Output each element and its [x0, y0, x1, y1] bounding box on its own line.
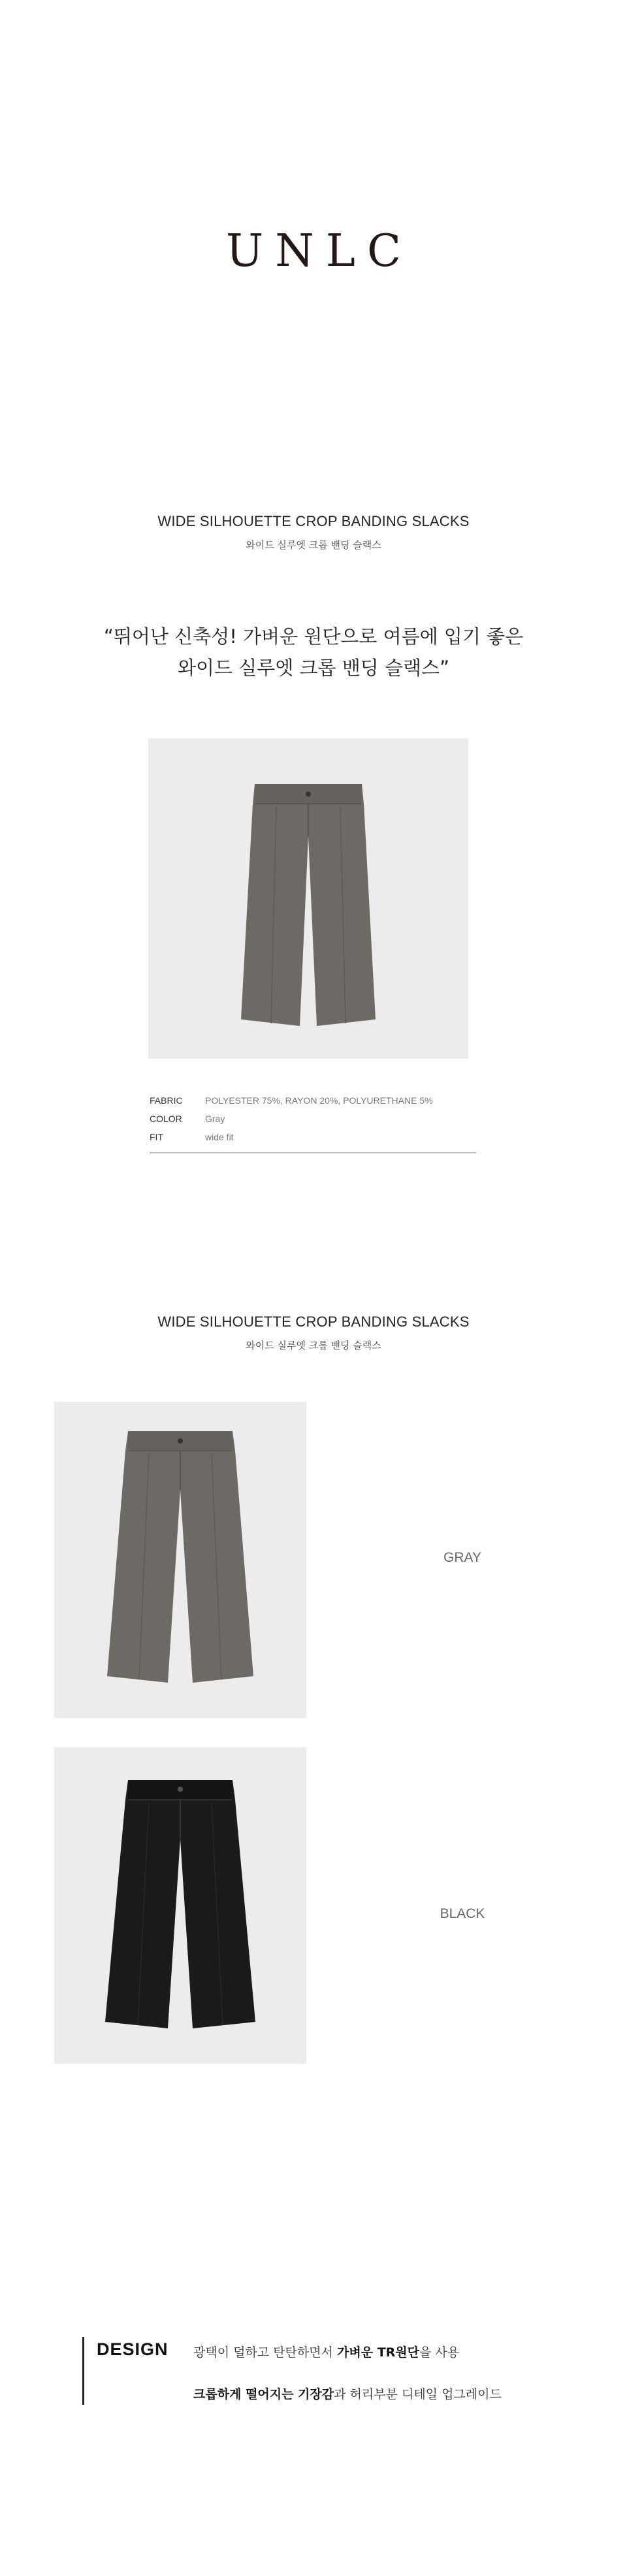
gray-color-image [54, 1402, 306, 1718]
design-line-1-emphasis: 가벼운 TR원단 [337, 2345, 419, 2360]
quote-line-1: “뛰어난 신축성! 가벼운 원단으로 여름에 입기 좋은 [103, 625, 524, 648]
gray-pants-illustration [148, 738, 468, 1059]
design-line-1 [193, 2343, 459, 2360]
spec-divider [150, 1152, 476, 1153]
spec-row-color [150, 1110, 476, 1128]
color-section-title-ko: 와이드 실루엣 크롭 밴딩 슬랙스 [246, 1340, 381, 1351]
gray-pants-illustration [54, 1402, 306, 1718]
product-title-ko: 와이드 실루엣 크롭 밴딩 슬랙스 [246, 539, 381, 551]
product-quote [0, 621, 627, 684]
spec-key: COLOR [150, 1114, 182, 1124]
spec-row-fit [150, 1128, 476, 1146]
spec-key: FIT [150, 1132, 163, 1142]
design-accent-bar [82, 2337, 84, 2405]
design-line-2-emphasis: 크롭하게 떨어지는 기장감 [193, 2387, 334, 2402]
design-line-1-text: 광택이 덜하고 탄탄하면서 [193, 2345, 338, 2360]
spec-value: POLYESTER 75%, RAYON 20%, POLYURETHANE 5% [205, 1095, 433, 1106]
color-section-title-en: WIDE SILHOUETTE CROP BANDING SLACKS [157, 1313, 470, 1330]
quote-line-2: 와이드 실루엣 크롭 밴딩 슬랙스” [177, 657, 450, 679]
design-line-2-text: 과 허리부분 디테일 업그레이드 [334, 2387, 502, 2402]
color-label-gray: GRAY [443, 1550, 481, 1565]
spec-row-fabric [150, 1091, 476, 1110]
spec-value: Gray [205, 1114, 225, 1124]
main-product-image [148, 738, 468, 1059]
color-label-black: BLACK [440, 1906, 485, 1921]
spec-key: FABRIC [150, 1095, 183, 1106]
spec-value: wide fit [205, 1132, 234, 1142]
design-title: DESIGN [97, 2339, 169, 2359]
black-color-image [54, 1747, 306, 2064]
design-line-1-suffix: 을 사용 [419, 2345, 460, 2360]
design-line-2 [193, 2385, 502, 2402]
spec-table [150, 1091, 476, 1146]
color-section-title-block [0, 1313, 627, 1352]
black-pants-illustration [54, 1747, 306, 2064]
brand-logo: UNLC [226, 225, 413, 277]
product-title-block [0, 513, 627, 552]
product-title-en: WIDE SILHOUETTE CROP BANDING SLACKS [157, 513, 470, 529]
